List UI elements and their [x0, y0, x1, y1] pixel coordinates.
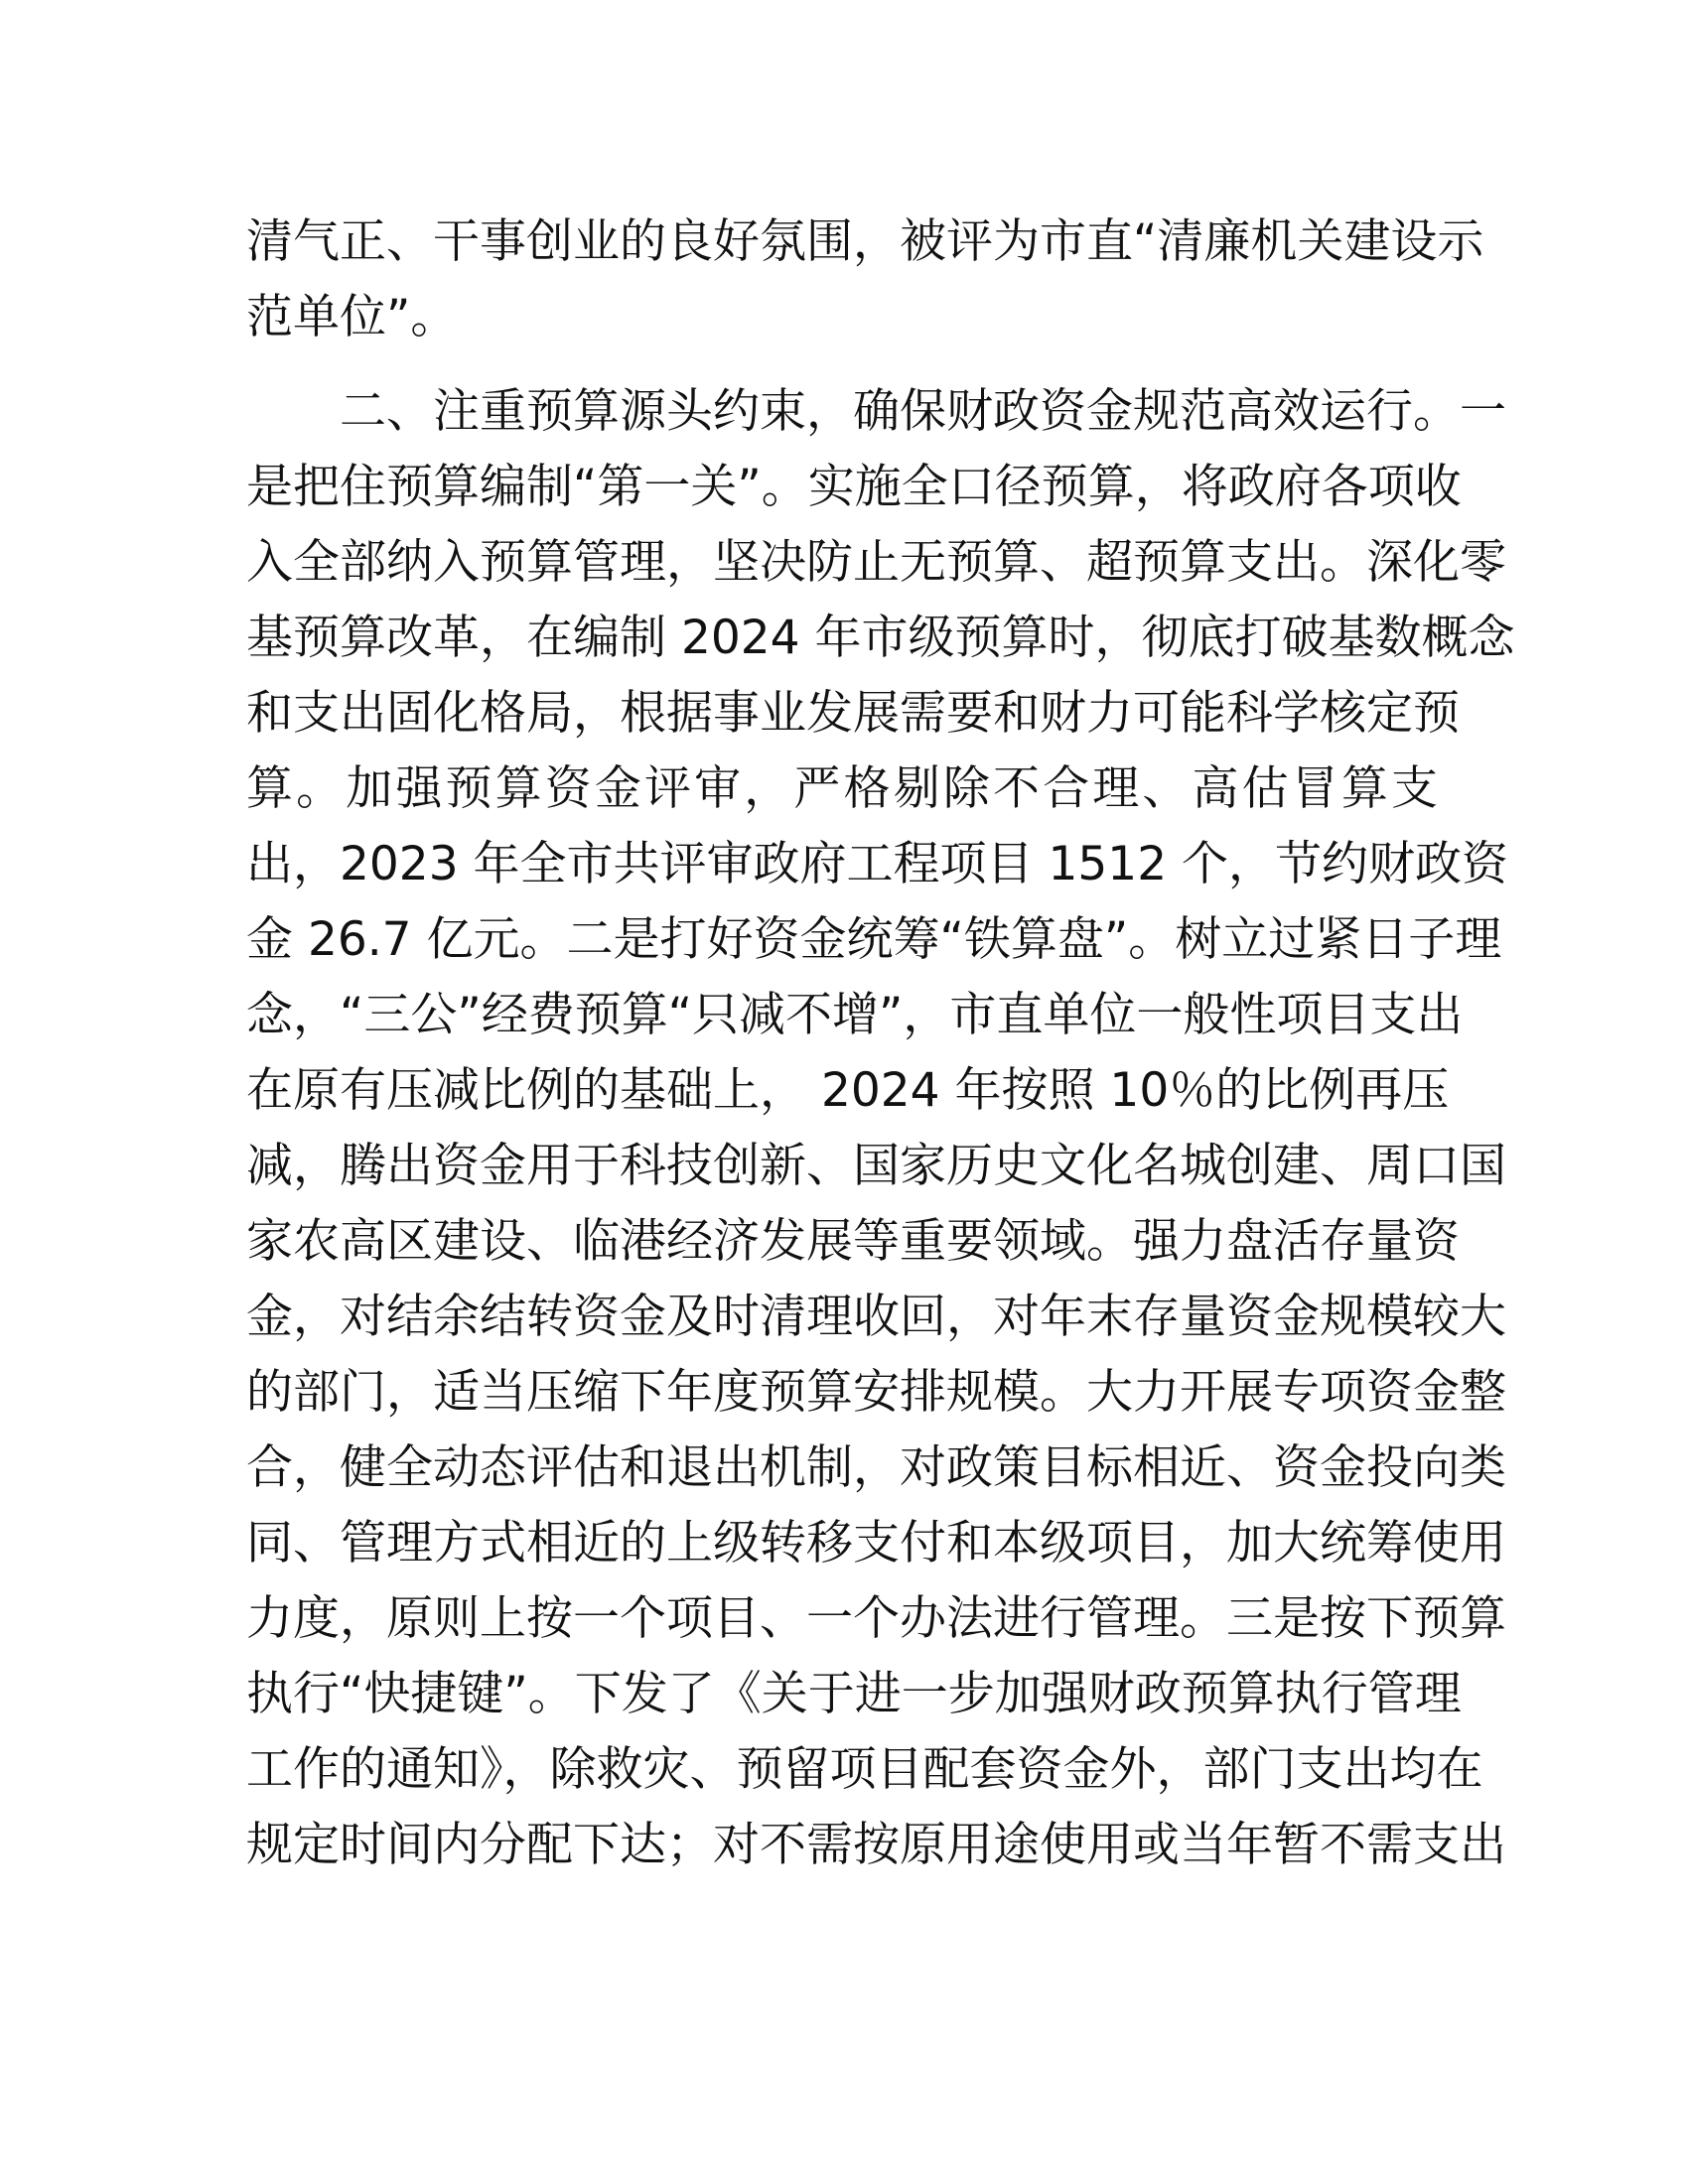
text-line: 出，2023 年全市共评审政府工程项目 1512 个，节约财政资 [246, 837, 1509, 891]
paragraph-1 [246, 205, 1484, 355]
text-line: 力度，原则上按一个项目、一个办法进行管理。三是按下预算 [246, 1591, 1506, 1646]
text-line: 规定时间内分配下达；对不需按原用途使用或当年暂不需支出 [246, 1818, 1506, 1872]
text-line: 二、注重预算源头约束，确保财政资金规范高效运行。一 [340, 384, 1506, 439]
paragraph-spacer [246, 355, 1438, 374]
text-line: 念，“三公”经费预算“只减不增”，市直单位一般性项目支出 [246, 988, 1464, 1042]
paragraph-2 [246, 374, 1515, 1883]
text-line: 和支出固化格局，根据事业发展需要和财力可能科学核定预 [246, 686, 1460, 741]
text-line: 清气正、干事创业的良好氛围，被评为市直“清廉机关建设示 [246, 214, 1484, 269]
text-line: 是把住预算编制“第一关”。实施全口径预算，将政府各项收 [246, 460, 1462, 514]
text-line: 合，健全动态评估和退出机制，对政策目标相近、资金投向类 [246, 1440, 1506, 1495]
text-line: 家农高区建设、临港经济发展等重要领域。强力盘活存量资 [246, 1214, 1460, 1269]
text-line: 金 26.7 亿元。二是打好资金统筹“铁算盘”。树立过紧日子理 [246, 912, 1502, 967]
text-line: 金，对结余结转资金及时清理收回，对年末存量资金规模较大 [246, 1290, 1506, 1344]
text-line: 入全部纳入预算管理，坚决防止无预算、超预算支出。深化零 [246, 535, 1506, 590]
text-line: 在原有压减比例的基础上， 2024 年按照 10％的比例再压 [246, 1063, 1450, 1118]
body-text [246, 205, 1515, 1883]
text-line: 的部门，适当压缩下年度预算安排规模。大力开展专项资金整 [246, 1365, 1506, 1420]
text-line: 算。加强预算资金评审，严格剔除不合理、高估冒算支 [246, 761, 1438, 816]
text-line: 同、管理方式相近的上级转移支付和本级项目，加大统筹使用 [246, 1516, 1506, 1570]
text-line: 范单位”。 [246, 290, 458, 344]
text-line: 执行“快捷键”。下发了《关于进一步加强财政预算执行管理 [246, 1667, 1462, 1721]
text-line: 基预算改革，在编制 2024 年市级预算时，彻底打破基数概念 [246, 611, 1515, 665]
text-line: 减，腾出资金用于科技创新、国家历史文化名城创建、周口国 [246, 1139, 1506, 1193]
text-line: 工作的通知》，除救灾、预留项目配套资金外，部门支出均在 [246, 1742, 1483, 1797]
